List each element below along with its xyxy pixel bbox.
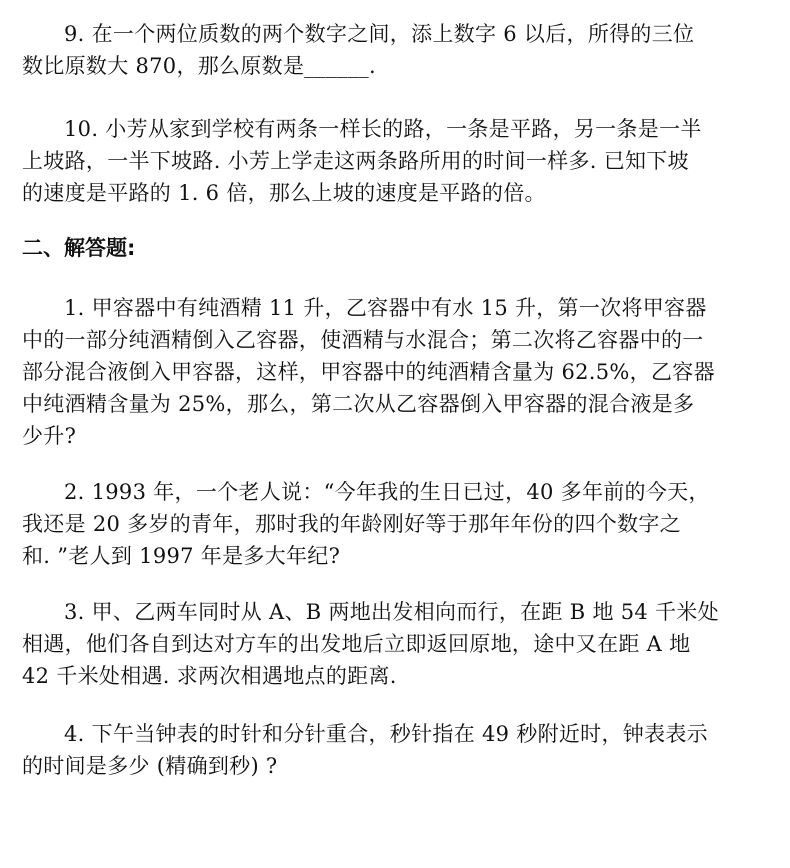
problem-line: 部分混合液倒入甲容器，这样，甲容器中的纯酒精含量为 62.5%，乙容器 [22,360,715,384]
problem-line: 3. 甲、乙两车同时从 A、B 两地出发相向而行，在距 B 地 54 千米处 [64,600,719,624]
section-heading: 二、解答题: [22,236,136,260]
problem-3 [22,596,774,692]
problem-line: 和. ”老人到 1997 年是多大年纪? [22,544,341,568]
question-line: 上坡路，一半下坡路. 小芳上学走这两条路所用的时间一样多. 已知下坡 [22,149,689,173]
fill-in-question-9 [22,18,774,82]
question-line: 10. 小芳从家到学校有两条一样长的路，一条是平路，另一条是一半 [64,117,702,141]
problem-line: 中纯酒精含量为 25%，那么，第二次从乙容器倒入甲容器的混合液是多 [22,392,695,416]
problem-line: 的时间是多少 (精确到秒) ? [22,754,278,778]
problem-line: 2. 1993 年，一个老人说：“今年我的生日已过，40 多年前的今天， [64,480,710,504]
question-line: 数比原数大 870，那么原数是______. [22,54,377,78]
problem-line: 1. 甲容器中有纯酒精 11 升，乙容器中有水 15 升，第一次将甲容器 [64,296,707,320]
fill-in-question-10 [22,113,774,209]
problem-line: 中的一部分纯酒精倒入乙容器，使酒精与水混合；第二次将乙容器中的一 [22,328,704,352]
problem-line: 我还是 20 多岁的青年，那时我的年龄刚好等于那年年份的四个数字之 [22,512,681,536]
problem-1 [22,292,774,452]
problem-line: 42 千米处相遇. 求两次相遇地点的距离. [22,664,397,688]
problem-line: 4. 下午当钟表的时针和分针重合，秒针指在 49 秒附近时，钟表表示 [64,722,708,746]
problem-2 [22,476,774,572]
problem-line: 少升? [22,424,77,448]
problem-line: 相遇，他们各自到达对方车的出发地后立即返回原地，途中又在距 A 地 [22,632,691,656]
question-line: 的速度是平路的 1. 6 倍，那么上坡的速度是平路的倍。 [22,181,546,205]
question-line: 9. 在一个两位质数的两个数字之间，添上数字 6 以后，所得的三位 [64,22,695,46]
problem-4 [22,718,774,782]
